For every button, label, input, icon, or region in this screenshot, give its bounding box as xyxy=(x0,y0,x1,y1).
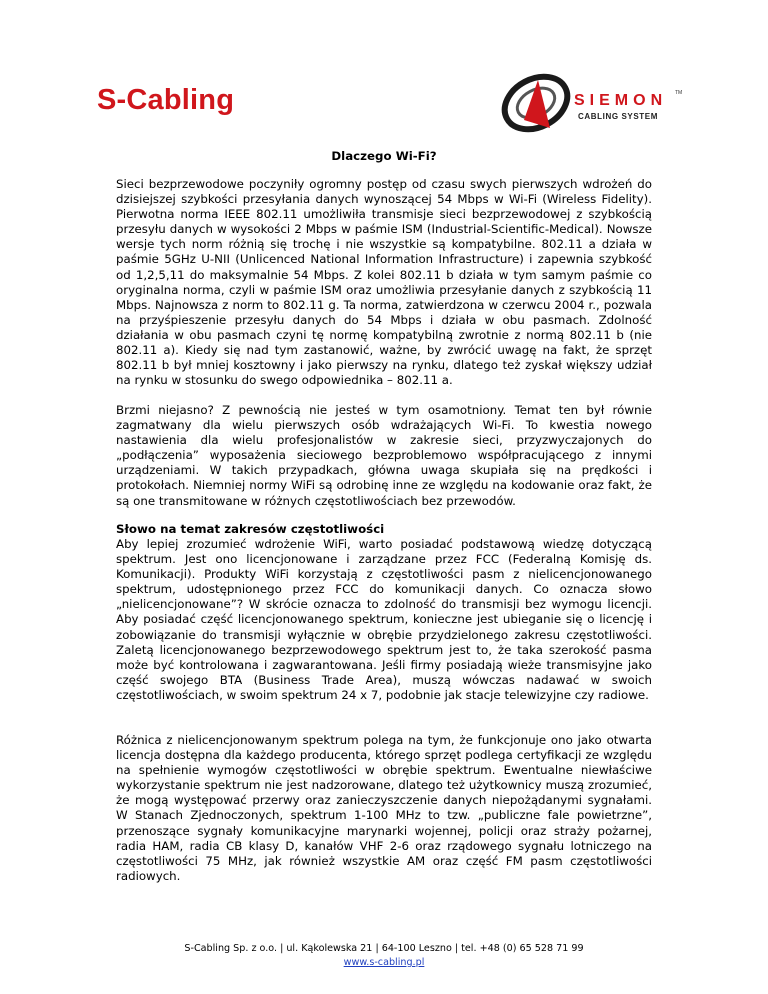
logo-subtitle: CABLING SYSTEM xyxy=(578,112,658,121)
footer-address: S-Cabling Sp. z o.o. | ul. Kąkolewska 21 | 64-100 Leszno | tel. +48 (0) 65 528 71 99 xyxy=(184,943,584,954)
paragraph-4: Różnica z nielicencjonowanym spektrum polega na tym, że funkcjonuje ono jako otwarta licencja dostępna dla każdego producenta, którego sprzęt podlega certyfikacji ze względu na spełnienie wymogów częstotliwości w obrębie spektrum. Ewentualne niewłaściwe wykorzystanie spektrum nie jest nadzorowane, dlatego też użytkownicy muszą zrozumieć, że mogą występować przerwy oraz zanieczyszczenie danych niepożądanymi sygnałami. W Stanach Zjednoczonych, spektrum 1-100 MHz to tzw. „publiczne fale powietrzne”, przenoszące sygnały komunikacyjne marynarki wojennej, policji oraz straży pożarnej, radia HAM, radia CB klasy D, kanałów VHF 2-6 oraz rządowego sygnału lotniczego na częstotliwości 75 MHz, jak również wszystkie AM oraz część FM pasm częstotliwości radiowych. xyxy=(116,733,652,883)
logo-word: SIEMON xyxy=(574,92,668,109)
siemon-logo xyxy=(498,70,688,136)
footer-website-link[interactable]: www.s-cabling.pl xyxy=(343,957,425,968)
paragraph-2: Brzmi niejasno? Z pewnością nie jesteś w tym osamotniony. Temat ten był równie zagmatwany dla wielu pierwszych osób wdrażających Wi-Fi. To kwestia nowego nastawienia dla wielu profesjonalistów w zakresie sieci, przyzwyczajonych do „podłączenia” wyposażenia sieciowego bezproblemowo współpracującego z innymi urządzeniami. W takich przypadkach, główna uwaga skupiała się na prędkości i protokołach. Niemniej normy WiFi są odrobinę inne ze względu na kodowanie oraz fakt, że są one transmitowane w różnych częstotliwościach bez przewodów. xyxy=(116,403,652,508)
document-title: Dlaczego Wi-Fi? xyxy=(331,149,437,163)
footer xyxy=(0,942,768,970)
section-heading: Słowo na temat zakresów częstotliwości xyxy=(116,522,385,536)
siemon-emblem-icon xyxy=(498,70,576,136)
paragraph-3: Aby lepiej zrozumieć wdrożenie WiFi, warto posiadać podstawową wiedzę dotyczącą spektrum. Jest ono licencjonowane i zarządzane przez FCC (Federalną Komisję ds. Komunikacji). Produkty WiFi korzystają z częstotliwości pasm z nielicencjonowanego spektrum, udostępnionego przez FCC do komunikacji danych. Co oznacza słowo „nielicencjonowane”? W skrócie oznacza to zdolność do transmisji bez wymogu licencji. Aby posiadać część licencjonowanego spektrum, konieczne jest ubieganie się o licencję i zobowiązanie do transmisji wyłącznie w obrębie przydzielonego zakresu częstotliwości. Zaletą licencjonowanego bezprzewodowego spektrum jest to, że taka szerokość pasma może być kontrolowana i zagwarantowana. Jeśli firmy posiadają wieże transmisyjne jako część swojego BTA (Business Trade Area), muszą wówczas nadawać w swoich częstotliwościach, w swoim spektrum 24 x 7, podobnie jak stacje telewizyjne czy radiowe. xyxy=(116,537,652,702)
paragraph-1: Sieci bezprzewodowe poczyniły ogromny postęp od czasu swych pierwszych wdrożeń do dzisiejszej szybkości przesyłania danych wynoszącej 54 Mbps w Wi-Fi (Wireless Fidelity). Pierwotna norma IEEE 802.11 umożliwiła transmisje sieci bezprzewodowej z szybkością przesyłu danych w wysokości 2 Mbps w paśmie ISM (Industrial-Scientific-Medical). Nowsze wersje tych norm różnią się trochę i nie wszystkie są kompatybilne. 802.11 a działa w paśmie 5GHz U-NII (Unlicenced National Information Infrastructure) i zapewnia szybkość od 1,2,5,11 do maksymalnie 54 Mbps. Z kolei 802.11 b działa w tym samym paśmie co oryginalna norma, czyli w paśmie ISM oraz umożliwia przesyłanie danych z szybkością 11 Mbps. Najnowsza z norm to 802.11 g. Ta norma, zatwierdzona w czerwcu 2004 r., pozwala na przyśpieszenie przesyłu danych do 54 Mbps i działa w obu pasmach. Zdolność działania w obu pasmach czyni tę normę kompatybilną zwrotnie z normą 802.11 b (nie 802.11 a). Kiedy się nad tym zastanowić, ważne, by zwrócić uwagę na fakt, że sprzęt 802.11 b był mniej kosztowny i jako pierwszy na rynku, dlatego też zyskał większy udział na rynku w stosunku do swego odpowiednika – 802.11 a. xyxy=(116,177,652,388)
brand-title: S-Cabling xyxy=(97,84,235,116)
logo-tm: TM xyxy=(675,90,683,96)
